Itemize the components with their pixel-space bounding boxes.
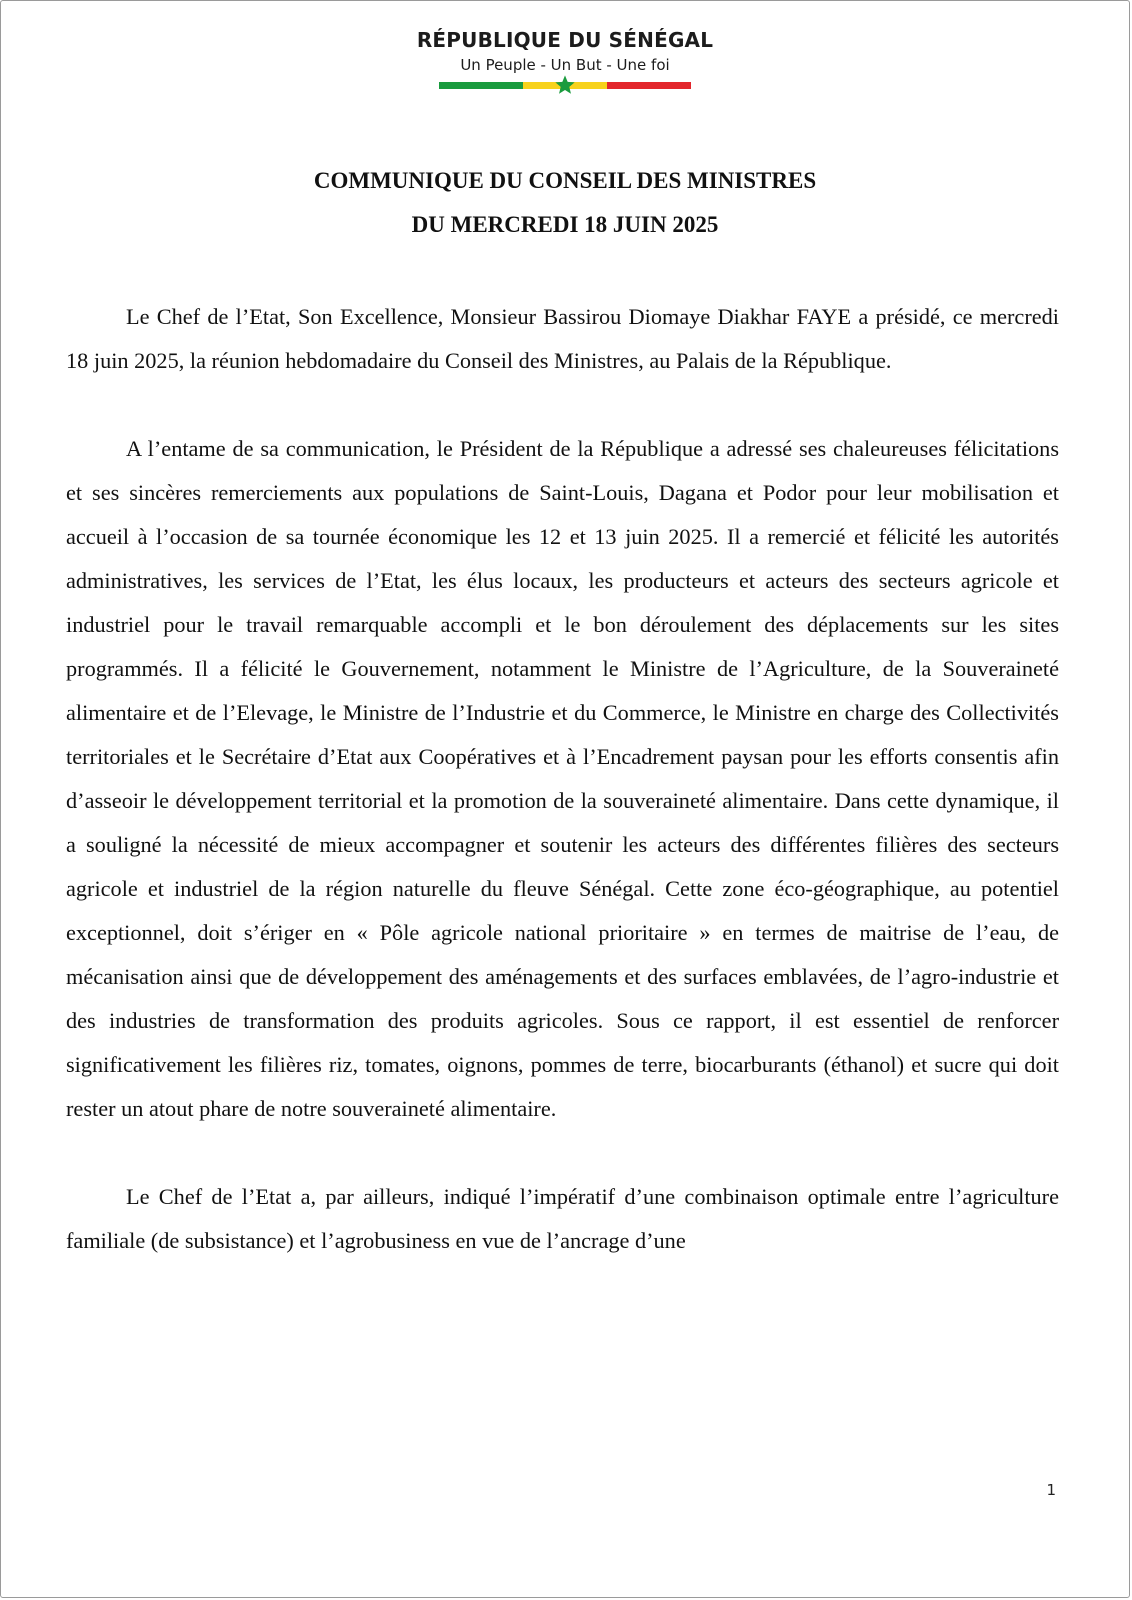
star-icon bbox=[554, 74, 576, 96]
flag-bar bbox=[439, 82, 691, 89]
flag-band-red bbox=[607, 82, 691, 89]
page-number: 1 bbox=[1046, 1481, 1056, 1499]
communique-body bbox=[66, 295, 1059, 1307]
national-motto: Un Peuple - Un But - Une foi bbox=[460, 56, 670, 74]
paragraph-agriculture: Le Chef de l’Etat a, par ailleurs, indiqué l’impératif d’une combinaison optimale entre l’agriculture familiale (de subsistance) et l’agrobusiness en vue de l’ancrage d’une bbox=[66, 1184, 1059, 1253]
title-line-1: COMMUNIQUE DU CONSEIL DES MINISTRES bbox=[313, 168, 817, 193]
letterhead bbox=[1, 27, 1129, 89]
paragraph-intro: Le Chef de l’Etat, Son Excellence, Monsieur Bassirou Diomaye Diakhar FAYE a présidé, ce mercredi 18 juin 2025, la réunion hebdomadaire du Conseil des Ministres, au Palais de la République. bbox=[66, 304, 1059, 373]
country-name: RÉPUBLIQUE DU SÉNÉGAL bbox=[416, 28, 714, 52]
title-line-2: DU MERCREDI 18 JUIN 2025 bbox=[411, 212, 719, 237]
flag-band-green bbox=[439, 82, 523, 89]
communique-title bbox=[1, 159, 1129, 247]
paragraph-communication: A l’entame de sa communication, le Président de la République a adressé ses chaleureuses félicitations et ses sincères remerciements aux populations de Saint-Louis, Dagana et Podor pour leur mobilisation et accueil à l’occasion de sa tournée économique les 12 et 13 juin 2025. Il a remercié et félicité les autorités administratives, les services de l’Etat, les élus locaux, les producteurs et acteurs des secteurs agricole et industriel pour le travail remarquable accompli et le bon déroulement des déplacements sur les sites programmés. Il a félicité le Gouvernement, notamment le Ministre de l’Agriculture, de la Souveraineté alimentaire et de l’Elevage, le Ministre de l’Industrie et du Commerce, le Ministre en charge des Collectivités territoriales et le Secrétaire d’Etat aux Coopératives et à l’Encadrement paysan pour les efforts consentis afin d’asseoir le développement territorial et la promotion de la souveraineté alimentaire. Dans cette dynamique, il a souligné la nécessité de mieux accompagner et soutenir les acteurs des différentes filières des secteurs agricole et industriel de la région naturelle du fleuve Sénégal. Cette zone éco-géographique, au potentiel exceptionnel, doit s’ériger en « Pôle agricole national prioritaire » en termes de maitrise de l’eau, de mécanisation ainsi que de développement des aménagements et des surfaces emblavées, de l’agro-industrie et des industries de transformation des produits agricoles. Sous ce rapport, il est essentiel de renforcer significativement les filières riz, tomates, oignons, pommes de terre, biocarburants (éthanol) et sucre qui doit rester un atout phare de notre souveraineté alimentaire. bbox=[66, 436, 1059, 1121]
